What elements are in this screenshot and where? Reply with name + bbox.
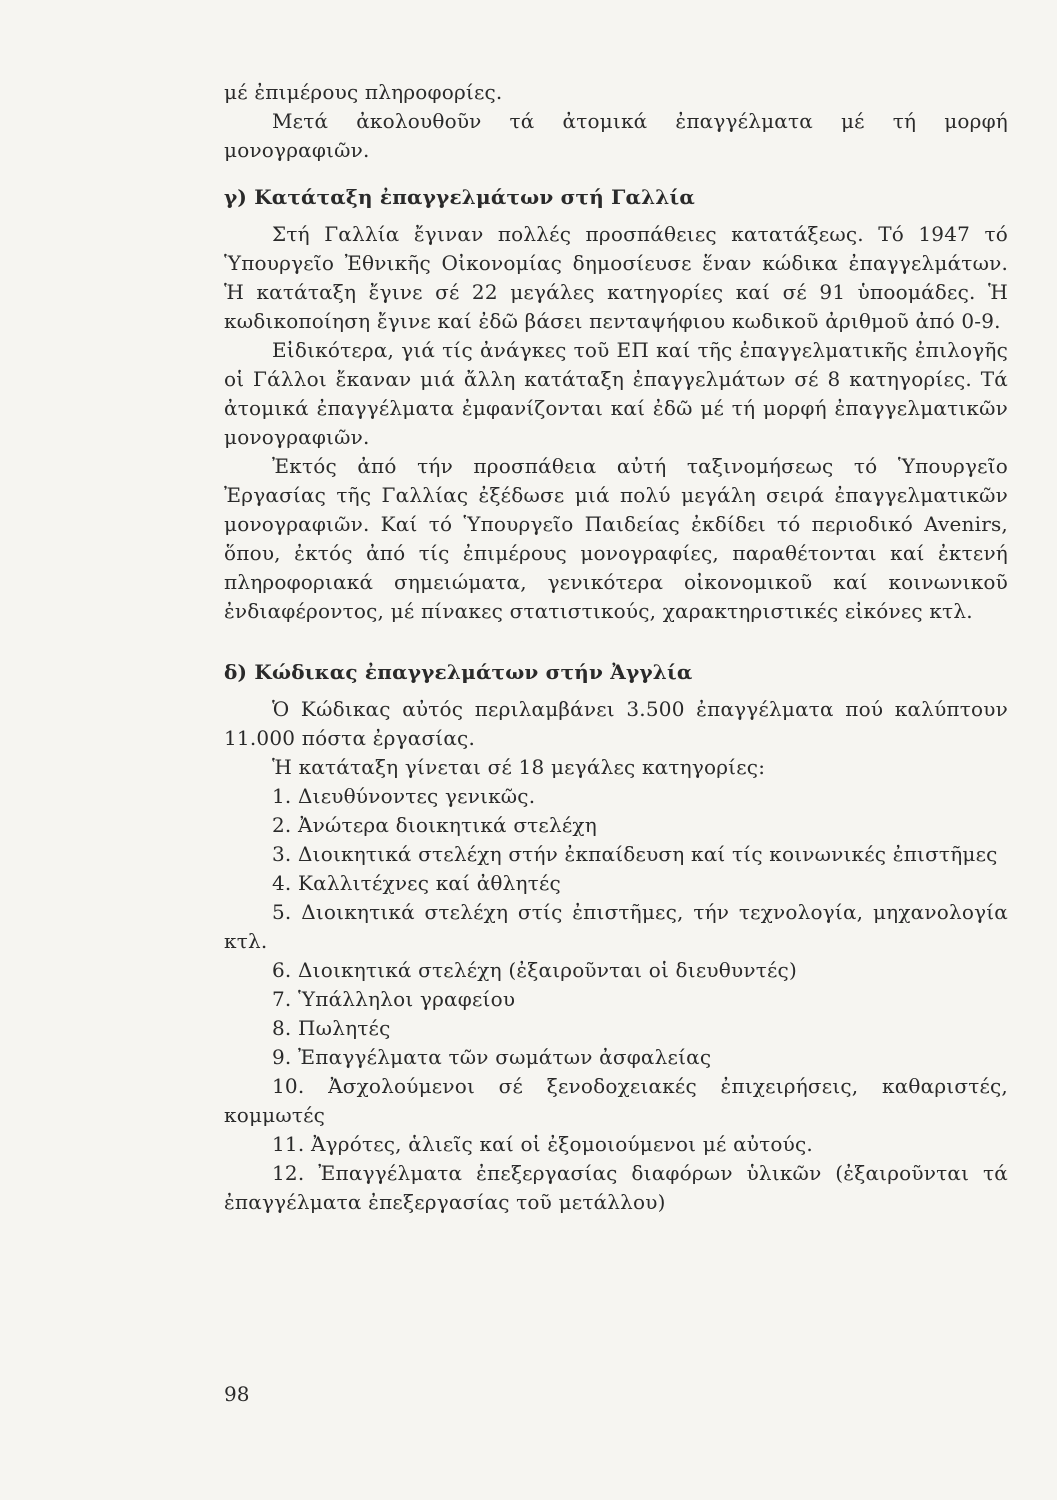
list-item: 8. Πωλητές	[272, 1016, 391, 1040]
paragraph-england-2: Ἡ κατάταξη γίνεται σέ 18 μεγάλες κατηγορίες:	[272, 755, 766, 779]
list-item: 5. Διοικητικά στελέχη στίς ἐπιστῆμες, τήν τεχνολογία, μηχανολογία κτλ.	[224, 900, 1008, 953]
section-heading-france: γ) Κατάταξη ἐπαγγελμάτων στή Γαλλία	[224, 185, 696, 209]
intro-paragraph: Μετά ἀκολουθοῦν τά ἀτομικά ἐπαγγέλματα μέ τή μορφή μονογραφιῶν.	[224, 109, 1008, 162]
paragraph-england-1: Ὁ Κώδικας αὐτός περιλαμβάνει 3.500 ἐπαγγέλματα πού καλύπτουν 11.000 πόστα ἐργασίας.	[224, 697, 1008, 750]
list-item: 3. Διοικητικά στελέχη στήν ἐκπαίδευση καί τίς κοινωνικές ἐπιστῆμες	[272, 842, 998, 866]
section-heading-england: δ) Κώδικας ἐπαγγελμάτων στήν Ἀγγλία	[224, 660, 693, 684]
paragraph-france-2: Εἰδικότερα, γιά τίς ἀνάγκες τοῦ ΕΠ καί τῆς ἐπαγγελματικῆς ἐπιλογῆς οἱ Γάλλοι ἔκαναν μιά ἄλλη κατάταξη ἐπαγγελμάτων σέ 8 κατηγορίες. Τά ἀτομικά ἐπαγγέλματα ἐμφανίζονται καί ἐδῶ μέ τή μορφή ἐπαγγελματικῶν μονογραφιῶν.	[224, 338, 1008, 449]
list-item: 12. Ἐπαγγέλματα ἐπεξεργασίας διαφόρων ὑλικῶν (ἐξαιροῦνται τά ἐπαγγέλματα ἐπεξεργασίας τοῦ μετάλλου)	[224, 1161, 1008, 1214]
intro-line: μέ ἐπιμέρους πληροφορίες.	[224, 80, 503, 104]
list-item: 9. Ἐπαγγέλματα τῶν σωμάτων ἀσφαλείας	[272, 1045, 712, 1069]
paragraph-france-1: Στή Γαλλία ἔγιναν πολλές προσπάθειες κατατάξεως. Τό 1947 τό Ὑπουργεῖο Ἐθνικῆς Οἰκονομίας δημοσίευσε ἕναν κώδικα ἐπαγγελμάτων. Ἡ κατάταξη ἔγινε σέ 22 μεγάλες κατηγορίες καί σέ 91 ὑποομάδες. Ἡ κωδικοποίηση ἔγινε καί ἐδῶ βάσει πενταψήφιου κωδικοῦ ἀριθμοῦ ἀπό 0-9.	[224, 222, 1008, 333]
list-item: 2. Ἀνώτερα διοικητικά στελέχη	[272, 813, 597, 837]
page-body	[224, 78, 1008, 1217]
list-item: 7. Ὑπάλληλοι γραφείου	[272, 987, 516, 1011]
paragraph-france-3: Ἐκτός ἀπό τήν προσπάθεια αὐτή ταξινομήσεως τό Ὑπουργεῖο Ἐργασίας τῆς Γαλλίας ἐξέδωσε μιά πολύ μεγάλη σειρά ἐπαγγελματικῶν μονογραφιῶν. Καί τό Ὑπουργεῖο Παιδείας ἐκδίδει τό περιοδικό Avenirs, ὅπου, ἐκτός ἀπό τίς ἐπιμέρους μονογραφίες, παραθέτονται καί ἐκτενή πληροφοριακά σημειώματα, γενικότερα οἰκονομικοῦ καί κοινωνικοῦ ἐνδιαφέροντος, μέ πίνακες στατιστικούς, χαρακτηριστικές εἰκόνες κτλ.	[224, 454, 1008, 623]
list-item: 1. Διευθύνοντες γενικῶς.	[272, 784, 536, 808]
page-number: 98	[224, 1382, 250, 1406]
list-item: 4. Καλλιτέχνες καί ἀθλητές	[272, 871, 561, 895]
list-item: 6. Διοικητικά στελέχη (ἐξαιροῦνται οἱ διευθυντές)	[272, 958, 797, 982]
list-item: 11. Ἀγρότες, ἁλιεῖς καί οἱ ἐξομοιούμενοι μέ αὐτούς.	[272, 1132, 813, 1156]
list-item: 10. Ἀσχολούμενοι σέ ξενοδοχειακές ἐπιχειρήσεις, καθαριστές, κομμωτές	[224, 1074, 1008, 1127]
category-list	[224, 782, 1008, 1217]
